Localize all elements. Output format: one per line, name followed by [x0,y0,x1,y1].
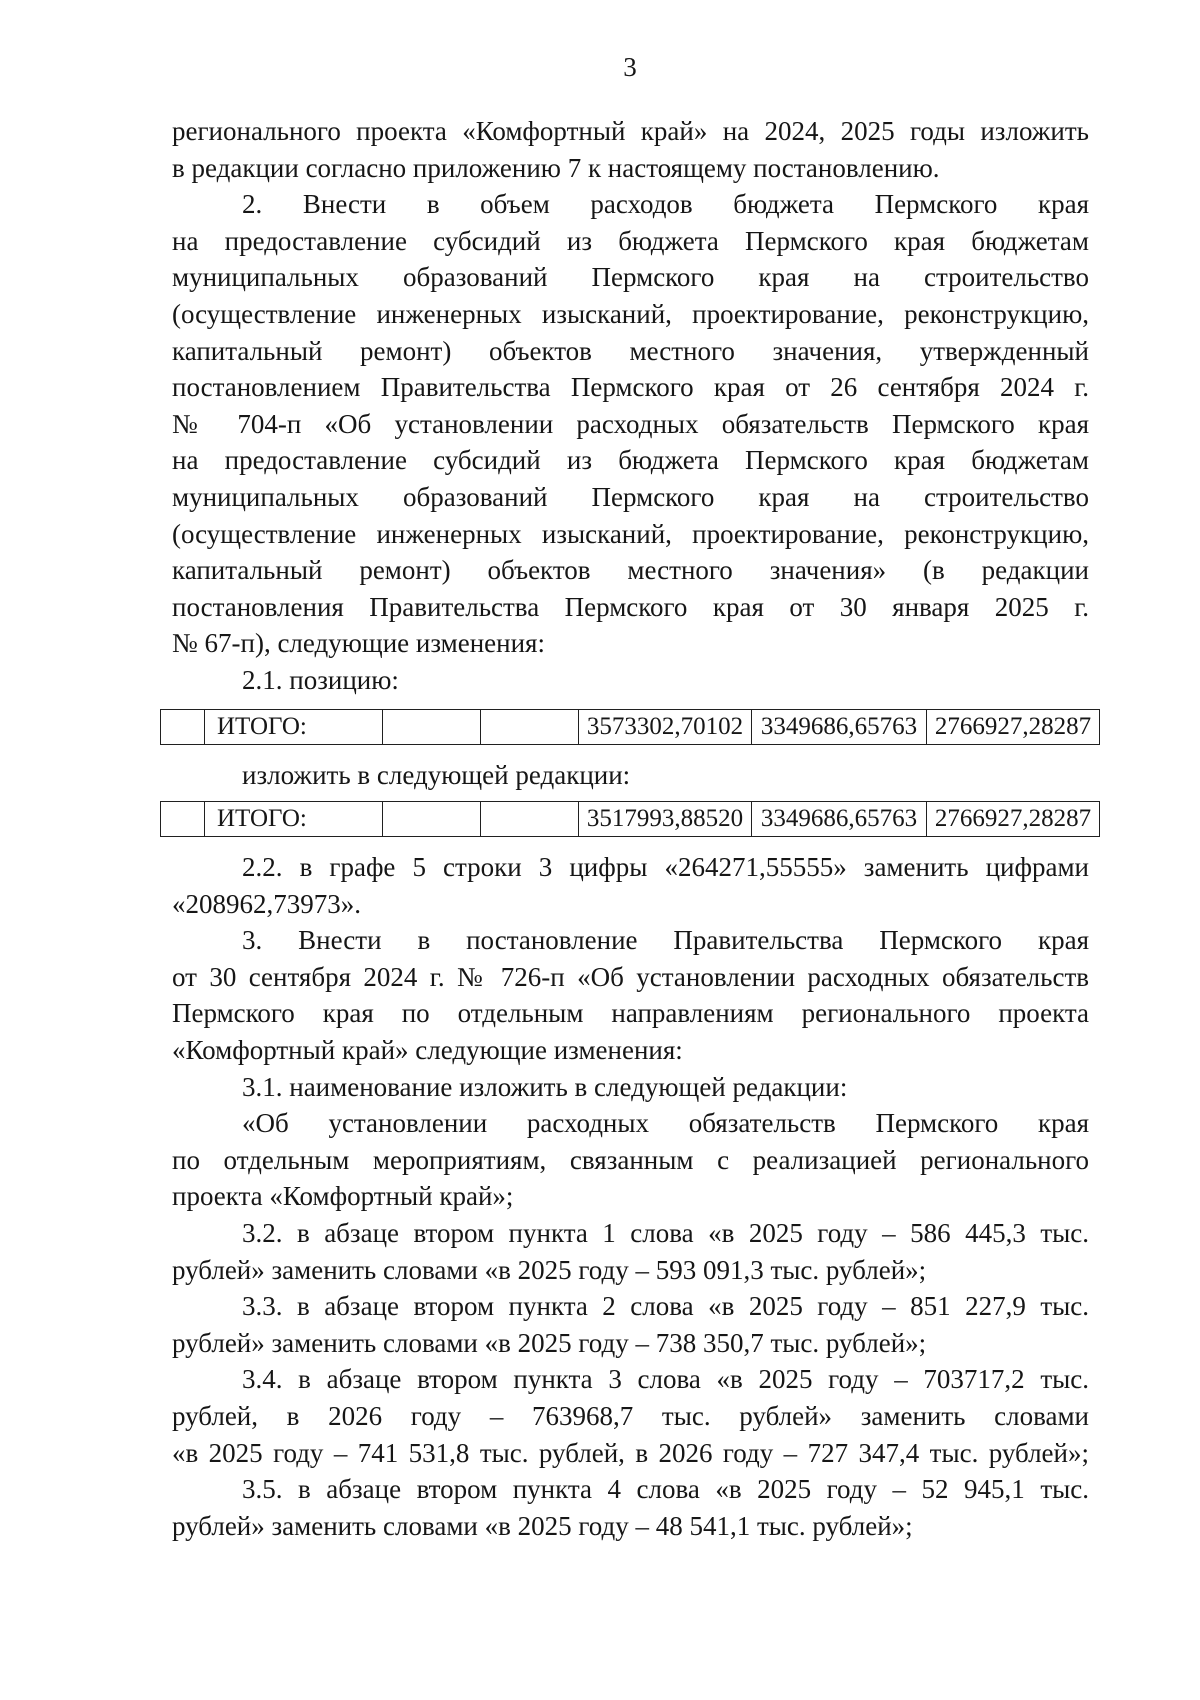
text-line: № 704-п «Об установлении расходных обязательств Пермского края [172,408,1089,439]
text-line: на предоставление субсидий из бюджета Пермского края бюджетам [172,225,1089,256]
table-cell-empty [383,709,481,744]
paragraph-start-line: 3. Внести в постановление Правительства Пермского края [242,925,1089,956]
text-line: постановления Правительства Пермского края от 30 января 2025 г. [172,591,1089,622]
table-cell-empty [481,802,579,837]
text-line: капитальный ремонт) объектов местного значения, утвержденный [172,335,1089,366]
total-value-2026: 2766927,28287 [927,802,1100,837]
text-line: регионального проекта «Комфортный край» на 2024, 2025 годы изложить [172,116,1089,146]
text-line: рублей» заменить словами «в 2025 году – 738 350,7 тыс. рублей»; [172,1327,927,1358]
total-label: ИТОГО: [205,802,383,837]
total-value-2025: 3349686,65763 [752,802,927,837]
total-value-2024: 3573302,70102 [579,709,752,744]
table-cell-empty [481,709,579,744]
table-cell-empty [383,802,481,837]
text-line: Пермского края по отдельным направлениям регионального проекта [172,998,1089,1029]
total-table-new [160,801,1100,837]
text-line: «Комфортный край» следующие изменения: [172,1035,683,1066]
subpoint-line: 3.5. в абзаце втором пункта 4 слова «в 2025 году – 52 945,1 тыс. [242,1474,1089,1505]
text-line: «208962,73973». [172,888,361,919]
subpoint-line: 3.3. в абзаце втором пункта 2 слова «в 2025 году – 851 227,9 тыс. [242,1291,1089,1322]
page-number: 3 [623,52,637,82]
text-line: «в 2025 году – 741 531,8 тыс. рублей, в 2026 году – 727 347,4 тыс. рублей»; [172,1437,1089,1468]
table-cell-empty [161,802,205,837]
total-table-old [160,709,1100,745]
subpoint-line: 3.1. наименование изложить в следующей редакции: [242,1071,848,1102]
table-row [161,802,1100,837]
text-line: от 30 сентября 2024 г. № 726-п «Об установлении расходных обязательств [172,961,1089,992]
total-value-2026: 2766927,28287 [927,709,1100,744]
text-line: муниципальных образований Пермского края на строительство [172,481,1089,512]
text-line: на предоставление субсидий из бюджета Пермского края бюджетам [172,445,1089,476]
text-line: (осуществление инженерных изысканий, проектирование, реконструкцию, [172,298,1089,329]
subpoint-line: 2.1. позицию: [242,664,399,695]
text-line: постановлением Правительства Пермского края от 26 сентября 2024 г. [172,372,1089,403]
total-label: ИТОГО: [205,709,383,744]
text-line: № 67-п), следующие изменения: [172,628,545,659]
text-line: рублей» заменить словами «в 2025 году – 48 541,1 тыс. рублей»; [172,1510,913,1541]
subpoint-line: 3.2. в абзаце втором пункта 1 слова «в 2025 году – 586 445,3 тыс. [242,1218,1089,1249]
text-line: капитальный ремонт) объектов местного значения» (в редакции [172,555,1089,586]
paragraph-start-line: 2. Внести в объем расходов бюджета Пермского края [242,189,1089,220]
text-line: рублей» заменить словами «в 2025 году – 593 091,3 тыс. рублей»; [172,1254,927,1285]
subpoint-line: 2.2. в графе 5 строки 3 цифры «264271,55555» заменить цифрами [242,852,1089,883]
text-line: рублей, в 2026 году – 763968,7 тыс. рублей» заменить словами [172,1401,1089,1431]
text-line: (осуществление инженерных изысканий, проектирование, реконструкцию, [172,518,1089,549]
text-line: проекта «Комфортный край»; [172,1181,514,1212]
text-line: муниципальных образований Пермского края на строительство [172,262,1089,293]
quote-start-line: «Об установлении расходных обязательств Пермского края [242,1108,1089,1139]
table-cell-empty [161,709,205,744]
text-line: по отдельным мероприятиям, связанным с реализацией регионального [172,1144,1089,1175]
subpoint-line: 3.4. в абзаце втором пункта 3 слова «в 2025 году – 703717,2 тыс. [242,1364,1089,1395]
text-line: в редакции согласно приложению 7 к настоящему постановлению. [172,152,940,183]
total-value-2025: 3349686,65763 [752,709,927,744]
table-row [161,709,1100,744]
total-value-2024: 3517993,88520 [579,802,752,837]
document-body [172,113,1092,1544]
replace-phrase: изложить в следующей редакции: [242,759,631,790]
